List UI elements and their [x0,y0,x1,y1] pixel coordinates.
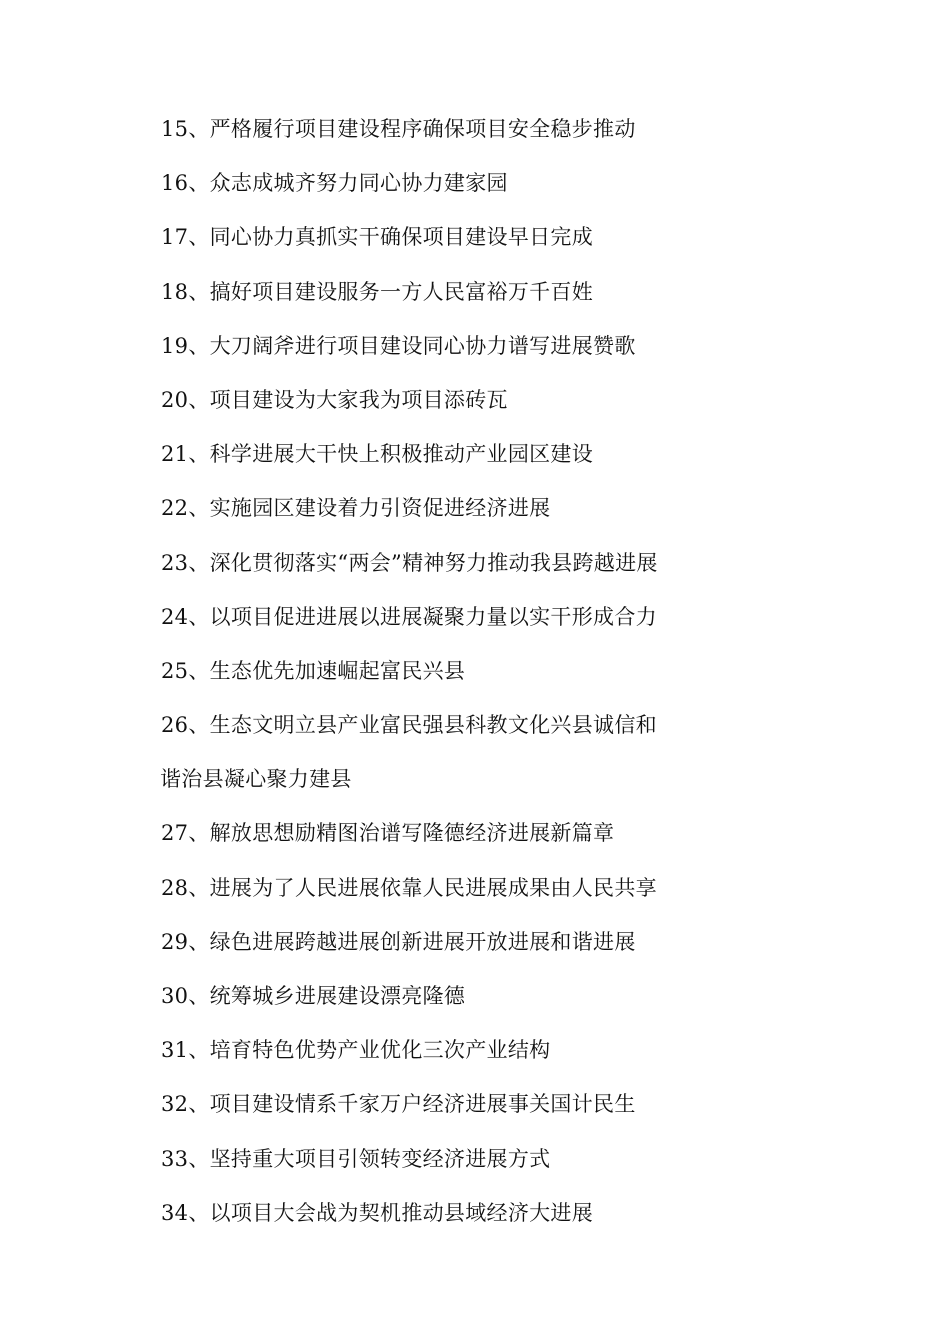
slogan-line-15: 15、严格履行项目建设程序确保项目安全稳步推动 [161,117,636,141]
slogan-list [161,111,861,1249]
slogan-line-32: 32、项目建设情系千家万户经济进展事关国计民生 [161,1092,636,1117]
slogan-line-34: 34、以项目大会战为契机推动县域经济大进展 [161,1200,594,1225]
slogan-line-31: 31、培育特色优势产业优化三次产业结构 [161,1038,551,1063]
slogan-line-20: 20、项目建设为大家我为项目添砖瓦 [161,387,508,412]
slogan-line-16: 16、众志成城齐努力同心协力建家园 [161,171,508,196]
slogan-line-26: 26、生态文明立县产业富民强县科教文化兴县诚信和 [161,713,657,738]
slogan-line-23: 23、深化贯彻落实“两会”精神努力推动我县跨越进展 [161,550,658,575]
slogan-line-30: 30、统筹城乡进展建设漂亮隆德 [161,984,466,1008]
slogan-line-17: 17、同心协力真抓实干确保项目建设早日完成 [161,225,594,250]
slogan-line-29: 29、绿色进展跨越进展创新进展开放进展和谐进展 [161,929,636,954]
slogan-line-33: 33、坚持重大项目引领转变经济进展方式 [161,1146,551,1171]
slogan-line-18: 18、搞好项目建设服务一方人民富裕万千百姓 [161,279,594,304]
slogan-line-22: 22、实施园区建设着力引资促进经济进展 [161,496,551,521]
slogan-line-21: 21、科学进展大干快上积极推动产业园区建设 [161,442,594,467]
slogan-line-28: 28、进展为了人民进展依靠人民进展成果由人民共享 [161,875,657,900]
slogan-line-26-continued: 谐治县凝心聚力建县 [160,767,352,792]
slogan-line-27: 27、解放思想励精图治谱写隆德经济进展新篇章 [161,821,615,846]
slogan-line-24: 24、以项目促进进展以进展凝聚力量以实干形成合力 [161,604,657,629]
slogan-line-19: 19、大刀阔斧进行项目建设同心协力谱写进展赞歌 [161,333,636,358]
slogan-line-25: 25、生态优先加速崛起富民兴县 [161,658,466,683]
